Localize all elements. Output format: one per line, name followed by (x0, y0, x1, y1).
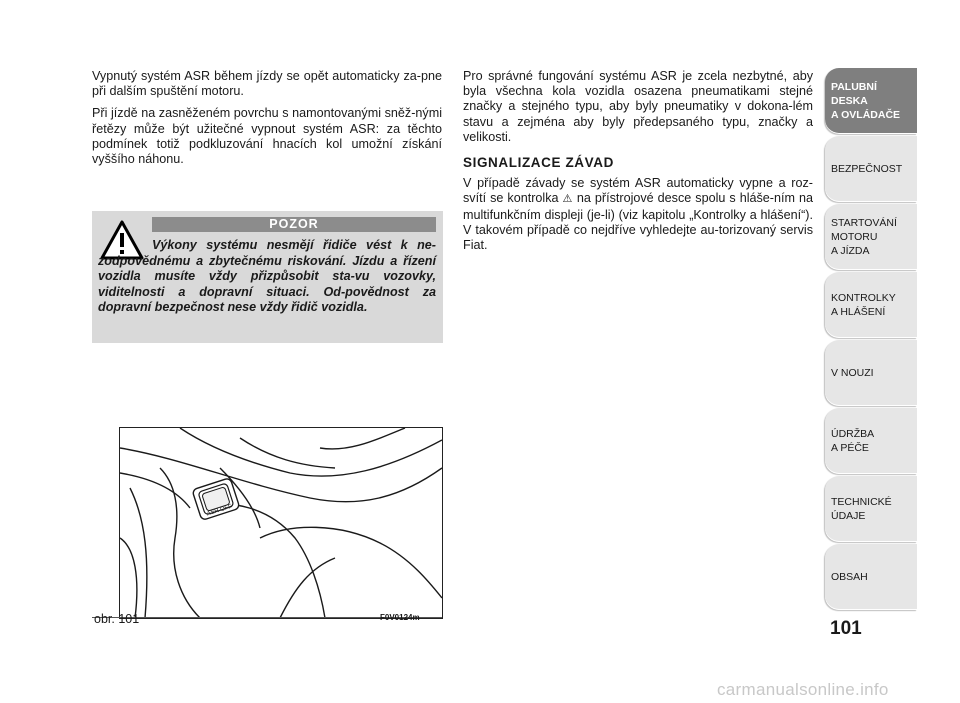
tab-kontrolky[interactable] (825, 272, 917, 338)
tab-v-nouzi[interactable] (825, 340, 917, 406)
tab-label: PALUBNÍ DESKA A OVLÁDAČE (831, 81, 901, 121)
tab-startovani[interactable] (825, 204, 917, 270)
warning-label: POZOR (152, 217, 436, 232)
right-column (463, 69, 813, 260)
figure-code: F0V0124m (380, 613, 420, 622)
tab-bezpecnost[interactable] (825, 136, 917, 202)
warning-text: Výkony systému nesmějí řidiče vést k ne-zodpovědnému a zbytečnému riskování. Jízdu a řízení vozidla musíte vždy přizpůsobit sta-vu vozovky, viditelnosti a dopravní situaci. Od-povědnost za dopravní bezpečnost nese vždy řidič vozidla. (98, 238, 436, 314)
tab-label: OBSAH (831, 571, 868, 583)
paragraph-fault-part2: na přístrojové desce spolu s hláše-ním na multifunkčním displeji (je-li) (viz kapitolu „Kontrolky a hlášení“). V takovém případě co nejdříve vyhledejte au-torizovaný servis Fiat. (463, 191, 813, 253)
section-heading-fault-signalling: SIGNALIZACE ZÁVAD (463, 155, 614, 171)
paragraph-fault (463, 176, 813, 253)
tab-label: TECHNICKÉ ÚDAJE (831, 496, 892, 522)
paragraph-tyres: Pro správné fungování systému ASR je zcela nezbytné, aby byla všechna kola vozidla osazena pneumatikami stejné značky a stejného typu, aby byly pneumatiky v dokona-lém stavu a zejména aby byly předepsaného typu, značky a velikosti. (463, 69, 813, 144)
warning-box (92, 211, 443, 343)
tab-label: BEZPEČNOST (831, 163, 903, 175)
paragraph-fault-part1: V případě závady se systém ASR automaticky vypne a roz-svítí se kontrolka (463, 176, 813, 206)
tab-udrzba[interactable] (825, 408, 917, 474)
figure-illustration (120, 428, 442, 618)
tab-label: V NOUZI (831, 367, 874, 379)
tab-label: STARTOVÁNÍ MOTORU A JÍZDA (831, 217, 897, 257)
tab-palubni-deska[interactable] (825, 68, 917, 134)
figure-caption: obr. 101 (94, 612, 140, 626)
asr-off-button-label: ASR OFF (206, 503, 233, 518)
figure-asr-button (119, 427, 443, 619)
tab-label: KONTROLKY A HLÁŠENÍ (831, 292, 896, 318)
watermark: carmanualsonline.info (717, 680, 889, 699)
left-column (92, 69, 442, 174)
page-number: 101 (830, 618, 862, 639)
tab-obsah[interactable] (825, 544, 917, 610)
paragraph-asr-restart: Vypnutý systém ASR během jízdy se opět automaticky za-pne při dalším spuštění motoru. (92, 69, 442, 99)
asr-warning-light-icon: ⚠ (562, 193, 573, 206)
paragraph-snow-chains: Při jízdě na zasněženém povrchu s namontovanými sněž-nými řetězy může být užitečné vypnout systém ASR: za těchto podmínek totiž podkluzování hnacích kol umožní získání vyššího náhonu. (92, 106, 442, 167)
tab-technicke-udaje[interactable] (825, 476, 917, 542)
tab-label: ÚDRŽBA A PÉČE (831, 428, 875, 454)
